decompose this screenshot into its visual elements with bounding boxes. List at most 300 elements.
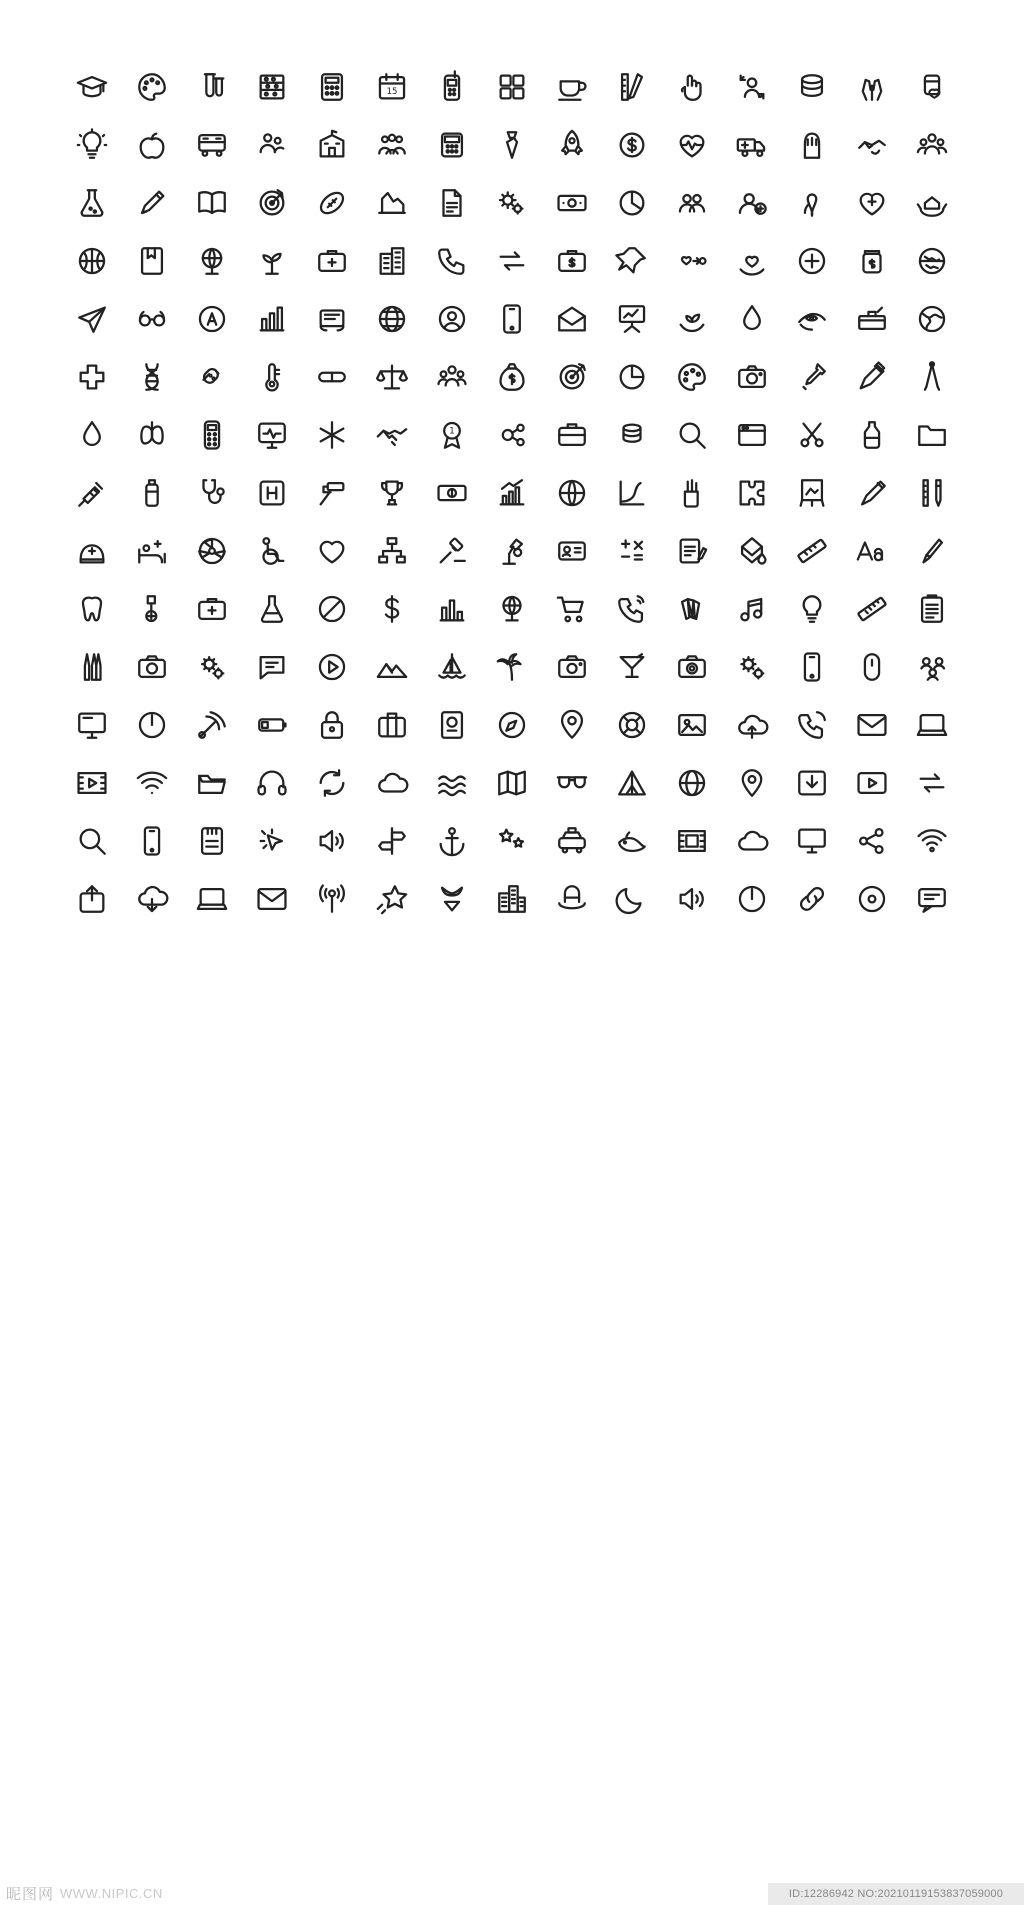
mail-envelope-icon-glyph: [855, 708, 889, 742]
bandage-cross-icon[interactable]: [182, 348, 242, 406]
school-building-icon[interactable]: [302, 116, 362, 174]
memory-card-icon-glyph: [195, 824, 229, 858]
color-swatches-icon-glyph: [675, 592, 709, 626]
graduation-cap-icon[interactable]: [62, 58, 122, 116]
paper-plane-icon-glyph: [75, 302, 109, 336]
phone-signal-icon-glyph: [795, 708, 829, 742]
notepad-pencil-icon-glyph: [675, 534, 709, 568]
brush-icon[interactable]: [842, 464, 902, 522]
stars-icon[interactable]: [482, 812, 542, 870]
money-coins-icon-glyph: [615, 128, 649, 162]
shopping-cart-icon[interactable]: [542, 580, 602, 638]
settings-gears-icon-glyph: [195, 650, 229, 684]
letter-a-circle-icon-glyph: [195, 302, 229, 336]
power-button-icon[interactable]: [122, 696, 182, 754]
bar-graph-icon[interactable]: [422, 580, 482, 638]
phone-ring-icon[interactable]: [602, 580, 662, 638]
earth-globe-icon[interactable]: [902, 290, 962, 348]
map-pin-icon[interactable]: [542, 696, 602, 754]
cursor-click-icon[interactable]: [242, 812, 302, 870]
light-bulb-idea-icon[interactable]: [62, 116, 122, 174]
headphones-icon[interactable]: [242, 754, 302, 812]
artist-palette-icon[interactable]: [662, 348, 722, 406]
ruler-pen-icon-glyph: [615, 70, 649, 104]
light-bulb-icon[interactable]: [782, 580, 842, 638]
medicine-heart-icon[interactable]: [902, 58, 962, 116]
dart-target-icon[interactable]: [542, 348, 602, 406]
folder-open-icon[interactable]: [182, 754, 242, 812]
blood-drop-icon[interactable]: [62, 406, 122, 464]
heart-medical-icon[interactable]: [842, 174, 902, 232]
disc-icon[interactable]: [842, 870, 902, 928]
svg-text:1: 1: [449, 426, 455, 437]
calculator-icon-glyph: [315, 70, 349, 104]
cogs-icon-glyph: [735, 650, 769, 684]
people-cycle-icon[interactable]: [722, 58, 782, 116]
phone-signal-icon[interactable]: [782, 696, 842, 754]
scissors-icon-glyph: [795, 418, 829, 452]
push-pin-icon[interactable]: [602, 232, 662, 290]
buildings-icon[interactable]: [362, 232, 422, 290]
cash-banknote-icon[interactable]: [542, 174, 602, 232]
add-user-icon-glyph: [735, 186, 769, 220]
gavel-icon[interactable]: [422, 522, 482, 580]
font-size-icon[interactable]: [842, 522, 902, 580]
travel-bag-icon[interactable]: [362, 696, 422, 754]
computer-mouse-icon[interactable]: [842, 638, 902, 696]
team-group-icon-glyph: [915, 128, 949, 162]
trophy-icon[interactable]: [362, 464, 422, 522]
target-arrow-icon[interactable]: [242, 174, 302, 232]
group-users-icon[interactable]: [422, 348, 482, 406]
no-entry-icon[interactable]: [302, 580, 362, 638]
camera-icon-glyph: [735, 360, 769, 394]
audience-icon[interactable]: [362, 116, 422, 174]
paint-roller-icon[interactable]: [302, 464, 362, 522]
cloud-weather-icon[interactable]: [722, 812, 782, 870]
plant-growth-icon[interactable]: [242, 232, 302, 290]
power-button-icon-glyph: [135, 708, 169, 742]
puzzle-piece-icon[interactable]: [722, 464, 782, 522]
share-nodes-icon[interactable]: [842, 812, 902, 870]
browser-window-icon[interactable]: [722, 406, 782, 464]
paint-brush-icon[interactable]: [842, 348, 902, 406]
sunglasses-icon[interactable]: [542, 754, 602, 812]
transfer-arrows-icon[interactable]: [482, 232, 542, 290]
lungs-icon[interactable]: [122, 406, 182, 464]
handshake-globe-icon-glyph: [915, 244, 949, 278]
stethoscope-icon[interactable]: [182, 464, 242, 522]
document-icon[interactable]: [422, 174, 482, 232]
monitor-screen-icon-glyph: [75, 708, 109, 742]
link-chain-icon[interactable]: [782, 870, 842, 928]
glasses-icon[interactable]: [122, 290, 182, 348]
globe-stand-icon[interactable]: [182, 232, 242, 290]
water-bottle-icon-glyph: [135, 476, 169, 510]
smartphone-icon-glyph: [795, 650, 829, 684]
city-buildings-icon[interactable]: [482, 870, 542, 928]
water-drop-icon[interactable]: [722, 290, 782, 348]
memory-card-icon[interactable]: [182, 812, 242, 870]
chat-bubble-icon-glyph: [915, 882, 949, 916]
compass-drawing-icon[interactable]: [902, 348, 962, 406]
anchor-icon[interactable]: [422, 812, 482, 870]
mobile-device-icon[interactable]: [122, 812, 182, 870]
medical-cross-icon[interactable]: [62, 348, 122, 406]
search-magnifier-icon-glyph: [75, 824, 109, 858]
envelope-icon[interactable]: [242, 870, 302, 928]
pie-slice-chart-icon[interactable]: [602, 348, 662, 406]
id-card-icon[interactable]: [542, 522, 602, 580]
hand-click-icon[interactable]: [662, 58, 722, 116]
footer-bar: [0, 930, 1024, 1903]
smartphone-icon[interactable]: [782, 638, 842, 696]
laptop-icon[interactable]: [902, 696, 962, 754]
whale-icon[interactable]: [602, 812, 662, 870]
letter-a-circle-icon[interactable]: [182, 290, 242, 348]
praying-hands-icon[interactable]: [842, 58, 902, 116]
coins-stack-icon[interactable]: [602, 406, 662, 464]
light-bulb-icon-glyph: [795, 592, 829, 626]
folded-map-icon[interactable]: [482, 754, 542, 812]
open-book-icon[interactable]: [182, 174, 242, 232]
speaker-volume-icon[interactable]: [302, 812, 362, 870]
rugby-ball-icon[interactable]: [302, 174, 362, 232]
pill-capsule-icon[interactable]: [302, 348, 362, 406]
contacts-icon[interactable]: [902, 638, 962, 696]
heart-pulse-icon[interactable]: [662, 116, 722, 174]
phone-call-icon[interactable]: [422, 232, 482, 290]
battery-icon[interactable]: [242, 696, 302, 754]
hand-eye-icon-glyph: [795, 302, 829, 336]
donation-box-icon[interactable]: [842, 290, 902, 348]
wheelchair-icon[interactable]: [242, 522, 302, 580]
money-coins-icon[interactable]: [602, 116, 662, 174]
erlenmeyer-flask-icon[interactable]: [242, 580, 302, 638]
compass-icon[interactable]: [482, 696, 542, 754]
palette-icon[interactable]: [122, 58, 182, 116]
play-button-icon[interactable]: [302, 638, 362, 696]
settings-gears-icon[interactable]: [182, 638, 242, 696]
math-symbols-icon[interactable]: [602, 522, 662, 580]
hospital-sign-icon[interactable]: [242, 464, 302, 522]
ruler-measure-icon[interactable]: [842, 580, 902, 638]
contacts-icon-glyph: [915, 650, 949, 684]
pie-chart-icon[interactable]: [602, 174, 662, 232]
color-swatches-icon[interactable]: [662, 580, 722, 638]
telephone-icon[interactable]: [422, 116, 482, 174]
thermometer-icon-glyph: [255, 360, 289, 394]
scissors-icon[interactable]: [782, 406, 842, 464]
heart-in-hand-icon[interactable]: [722, 232, 782, 290]
org-chart-icon-glyph: [375, 534, 409, 568]
tablet-icon[interactable]: [482, 290, 542, 348]
heart-outline-icon[interactable]: [302, 522, 362, 580]
dollar-bill-icon[interactable]: [422, 464, 482, 522]
video-play-icon-glyph: [855, 766, 889, 800]
globe-desk-icon[interactable]: [482, 580, 542, 638]
presentation-board-icon-glyph: [615, 302, 649, 336]
flask-experiment-icon[interactable]: [62, 174, 122, 232]
sprout-hand-icon[interactable]: [662, 290, 722, 348]
location-pin-icon[interactable]: [722, 754, 782, 812]
globe-grid-icon[interactable]: [362, 290, 422, 348]
magnifier-icon-glyph: [675, 418, 709, 452]
camera-photo-icon[interactable]: [542, 638, 602, 696]
curve-graph-icon[interactable]: [602, 464, 662, 522]
heart-share-icon-glyph: [675, 244, 709, 278]
gears-icon[interactable]: [482, 174, 542, 232]
passport-icon[interactable]: [422, 696, 482, 754]
magnifier-icon[interactable]: [662, 406, 722, 464]
watermark-logo: 昵图网: [6, 1885, 55, 1903]
handshake-icon[interactable]: [362, 406, 422, 464]
diploma-scroll-icon-glyph: [315, 302, 349, 336]
coin-stack-icon-glyph: [795, 70, 829, 104]
satellite-dish-icon-glyph: [195, 708, 229, 742]
dna-icon[interactable]: [122, 348, 182, 406]
film-reel-icon[interactable]: [662, 812, 722, 870]
signpost-icon[interactable]: [362, 812, 422, 870]
search-magnifier-icon[interactable]: [62, 812, 122, 870]
pill-capsule-icon-glyph: [315, 360, 349, 394]
icon-sheet: [0, 0, 1024, 930]
house-in-hands-icon[interactable]: [902, 174, 962, 232]
chat-bubble-icon[interactable]: [902, 870, 962, 928]
cloud-download-icon[interactable]: [122, 870, 182, 928]
school-bus-icon[interactable]: [182, 116, 242, 174]
bottle-icon-glyph: [855, 418, 889, 452]
easel-frame-icon[interactable]: [782, 464, 842, 522]
easel-frame-icon-glyph: [795, 476, 829, 510]
globe-grid-icon-glyph: [375, 302, 409, 336]
pen-icon[interactable]: [122, 174, 182, 232]
coffee-cup-icon[interactable]: [542, 58, 602, 116]
bookmark-page-icon[interactable]: [122, 232, 182, 290]
mail-envelope-icon[interactable]: [842, 696, 902, 754]
hand-eye-icon[interactable]: [782, 290, 842, 348]
money-sack-icon[interactable]: [482, 348, 542, 406]
money-sack-icon-glyph: [495, 360, 529, 394]
calendar-15-icon[interactable]: [362, 58, 422, 116]
pencil-ruler-icon[interactable]: [902, 464, 962, 522]
wheelchair-icon-glyph: [255, 534, 289, 568]
presentation-board-icon[interactable]: [602, 290, 662, 348]
bar-graph-icon-glyph: [435, 592, 469, 626]
bar-chart-growth-icon[interactable]: [362, 174, 422, 232]
tooth-icon[interactable]: [62, 580, 122, 638]
video-play-icon[interactable]: [842, 754, 902, 812]
globe-wire-icon[interactable]: [542, 464, 602, 522]
suitcase-icon[interactable]: [542, 406, 602, 464]
awareness-ribbon-icon[interactable]: [782, 174, 842, 232]
remote-control-icon[interactable]: [182, 406, 242, 464]
tent-icon[interactable]: [602, 754, 662, 812]
diploma-scroll-icon[interactable]: [302, 290, 362, 348]
phone-call-icon-glyph: [435, 244, 469, 278]
signal-tower-icon-glyph: [315, 882, 349, 916]
group-people-icon[interactable]: [242, 116, 302, 174]
calculator-icon[interactable]: [302, 58, 362, 116]
mountains-icon[interactable]: [362, 638, 422, 696]
monitor-screen-icon[interactable]: [62, 696, 122, 754]
test-tubes-icon-glyph: [195, 70, 229, 104]
cloud-upload-icon[interactable]: [722, 696, 782, 754]
folder-icon[interactable]: [902, 406, 962, 464]
music-note-icon[interactable]: [722, 580, 782, 638]
hat-icon[interactable]: [542, 870, 602, 928]
life-ring-icon[interactable]: [602, 696, 662, 754]
shooting-star-icon[interactable]: [362, 870, 422, 928]
add-user-icon[interactable]: [722, 174, 782, 232]
thermometer-icon[interactable]: [242, 348, 302, 406]
money-bag-case-icon-glyph: [555, 244, 589, 278]
tooth-icon-glyph: [75, 592, 109, 626]
team-group-icon[interactable]: [902, 116, 962, 174]
paper-plane-icon[interactable]: [62, 290, 122, 348]
taxi-car-icon[interactable]: [542, 812, 602, 870]
waves-icon[interactable]: [422, 754, 482, 812]
medical-cross-icon-glyph: [75, 360, 109, 394]
heartbeat-monitor-icon[interactable]: [242, 406, 302, 464]
network-share-icon[interactable]: [482, 406, 542, 464]
user-profile-icon[interactable]: [422, 290, 482, 348]
test-tubes-icon[interactable]: [182, 58, 242, 116]
upload-box-icon[interactable]: [62, 870, 122, 928]
bikini-icon[interactable]: [422, 870, 482, 928]
first-aid-drip-icon-glyph: [135, 592, 169, 626]
palm-tree-icon[interactable]: [482, 638, 542, 696]
notebook-laptop-icon[interactable]: [182, 870, 242, 928]
ruler-pen-icon[interactable]: [602, 58, 662, 116]
download-icon[interactable]: [782, 754, 842, 812]
wifi-waves-icon[interactable]: [902, 812, 962, 870]
star-of-life-icon[interactable]: [302, 406, 362, 464]
award-ribbon-icon[interactable]: [422, 406, 482, 464]
ambulance-icon-glyph: [735, 128, 769, 162]
heart-share-icon[interactable]: [662, 232, 722, 290]
necktie-icon[interactable]: [482, 116, 542, 174]
notebook-laptop-icon-glyph: [195, 882, 229, 916]
water-drop-icon-glyph: [735, 302, 769, 336]
glove-icon[interactable]: [782, 116, 842, 174]
nurse-cap-icon[interactable]: [62, 522, 122, 580]
syringe-icon[interactable]: [62, 464, 122, 522]
refresh-arrows-icon[interactable]: [302, 754, 362, 812]
money-bag-case-icon[interactable]: [542, 232, 602, 290]
briefcase-medical-icon[interactable]: [302, 232, 362, 290]
pie-slice-chart-icon-glyph: [615, 360, 649, 394]
water-bottle-icon[interactable]: [122, 464, 182, 522]
first-aid-drip-icon[interactable]: [122, 580, 182, 638]
org-chart-icon[interactable]: [362, 522, 422, 580]
notepad-pencil-icon[interactable]: [662, 522, 722, 580]
power-icon[interactable]: [722, 870, 782, 928]
cloud-icon[interactable]: [362, 754, 422, 812]
cloud-weather-icon-glyph: [735, 824, 769, 858]
dollar-sign-icon[interactable]: [362, 580, 422, 638]
waves-icon-glyph: [435, 766, 469, 800]
radiation-icon-glyph: [195, 534, 229, 568]
balance-scales-icon[interactable]: [362, 348, 422, 406]
syringe-icon-glyph: [75, 476, 109, 510]
handshake-care-icon[interactable]: [842, 116, 902, 174]
bottle-icon[interactable]: [842, 406, 902, 464]
pen-holder-icon[interactable]: [662, 464, 722, 522]
chart-bars-icon[interactable]: [242, 290, 302, 348]
speech-bubble-icon[interactable]: [242, 638, 302, 696]
camera-icon[interactable]: [722, 348, 782, 406]
mobile-phone-icon[interactable]: [422, 58, 482, 116]
handshake-care-icon-glyph: [855, 128, 889, 162]
first-aid-kit-icon[interactable]: [182, 580, 242, 638]
paint-bucket-icon[interactable]: [722, 522, 782, 580]
coin-stack-icon[interactable]: [782, 58, 842, 116]
camera-shot-icon-glyph: [675, 650, 709, 684]
growth-chart-icon[interactable]: [482, 464, 542, 522]
calendar-15-icon-glyph: [375, 70, 409, 104]
satellite-dish-icon[interactable]: [182, 696, 242, 754]
photo-camera-icon[interactable]: [122, 638, 182, 696]
desktop-monitor-icon-glyph: [795, 824, 829, 858]
camera-shot-icon[interactable]: [662, 638, 722, 696]
plant-growth-icon-glyph: [255, 244, 289, 278]
globe-network-icon[interactable]: [662, 754, 722, 812]
sailboat-icon-glyph: [435, 650, 469, 684]
padlock-icon[interactable]: [302, 696, 362, 754]
swap-arrows-icon[interactable]: [902, 754, 962, 812]
abacus-icon[interactable]: [242, 58, 302, 116]
apple-icon[interactable]: [122, 116, 182, 174]
moon-icon[interactable]: [602, 870, 662, 928]
hat-icon-glyph: [555, 882, 589, 916]
hospital-bed-icon[interactable]: [122, 522, 182, 580]
lamp-desk-icon[interactable]: [482, 522, 542, 580]
ambulance-icon[interactable]: [722, 116, 782, 174]
dropper-icon-glyph: [795, 360, 829, 394]
volume-up-icon-glyph: [675, 882, 709, 916]
signal-tower-icon[interactable]: [302, 870, 362, 928]
cocktail-glass-icon[interactable]: [602, 638, 662, 696]
donation-jar-icon[interactable]: [842, 232, 902, 290]
image-frame-icon[interactable]: [662, 696, 722, 754]
dropper-icon[interactable]: [782, 348, 842, 406]
volume-up-icon[interactable]: [662, 870, 722, 928]
desktop-monitor-icon[interactable]: [782, 812, 842, 870]
makeup-brushes-icon[interactable]: [62, 638, 122, 696]
fountain-pen-icon[interactable]: [902, 522, 962, 580]
windows-grid-icon[interactable]: [482, 58, 542, 116]
two-users-icon[interactable]: [662, 174, 722, 232]
sailboat-icon[interactable]: [422, 638, 482, 696]
wifi-signal-icon[interactable]: [122, 754, 182, 812]
rocket-icon-glyph: [555, 128, 589, 162]
heart-medical-icon-glyph: [855, 186, 889, 220]
rocket-icon[interactable]: [542, 116, 602, 174]
handshake-globe-icon[interactable]: [902, 232, 962, 290]
ruler-icon[interactable]: [782, 522, 842, 580]
basketball-icon[interactable]: [62, 232, 122, 290]
clipboard-list-icon[interactable]: [902, 580, 962, 638]
open-envelope-icon[interactable]: [542, 290, 602, 348]
medical-cross-circle-icon[interactable]: [782, 232, 842, 290]
cogs-icon[interactable]: [722, 638, 782, 696]
browser-window-icon-glyph: [735, 418, 769, 452]
watermark-url: WWW.NIPIC.CN: [60, 1886, 163, 1901]
bar-chart-growth-icon-glyph: [375, 186, 409, 220]
film-strip-play-icon[interactable]: [62, 754, 122, 812]
radiation-icon[interactable]: [182, 522, 242, 580]
